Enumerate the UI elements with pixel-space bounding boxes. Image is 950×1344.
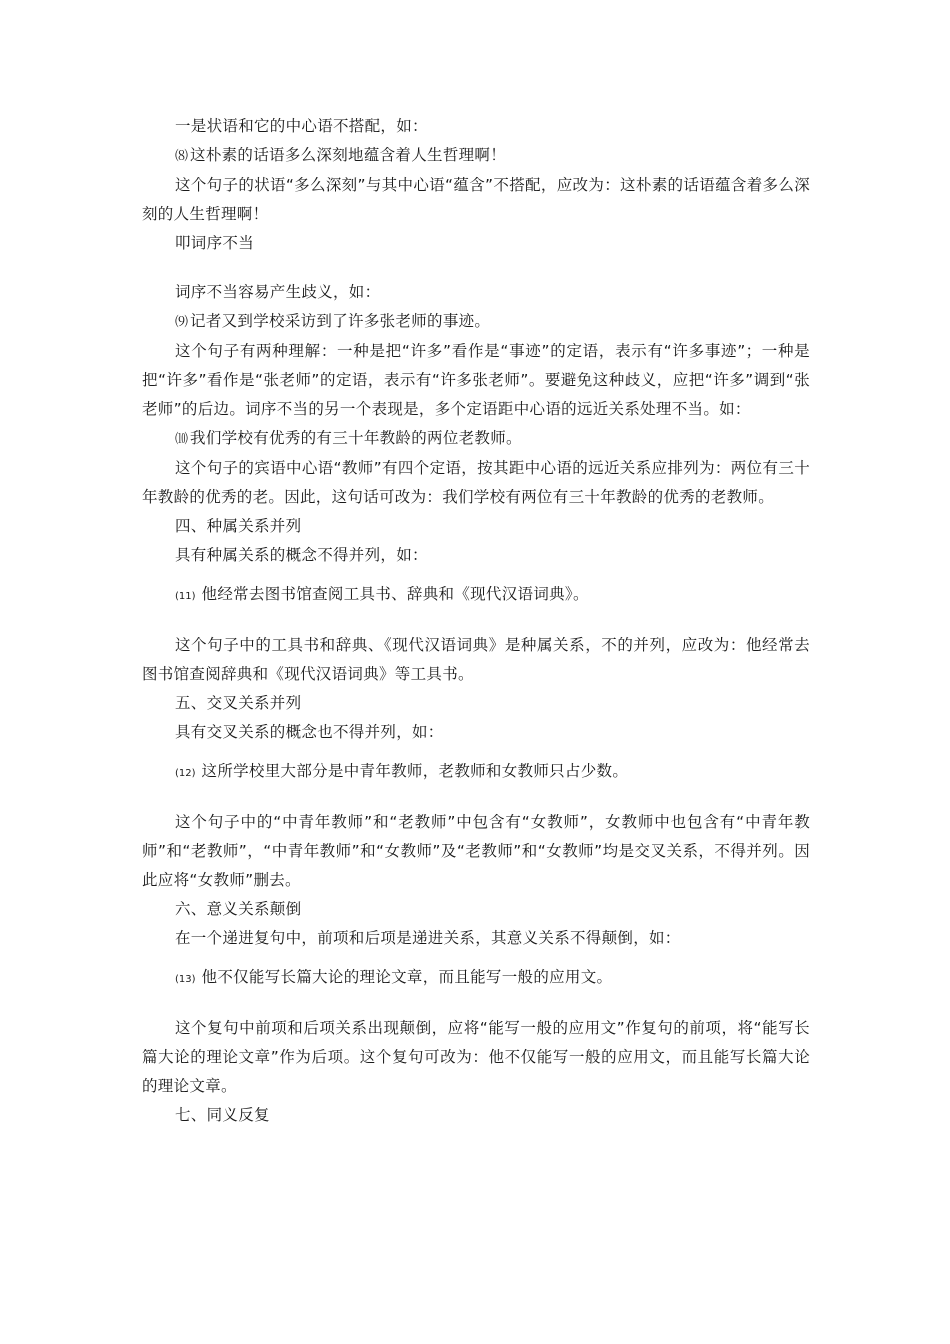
paragraph: 具有交叉关系的概念也不得并列，如： [175, 723, 444, 741]
example-text: 这所学校里大部分是中青年教师，老教师和女教师只占少数。 [201, 762, 629, 780]
example-sentence-10 [142, 424, 810, 454]
paragraph: 在一个递进复句中，前项和后项是递进关系，其意义关系不得颠倒，如： [175, 929, 681, 947]
section-heading-word-order: 叩词序不当 [175, 234, 255, 252]
spacer [142, 747, 810, 757]
section-heading-7: 七、同义反复 [175, 1106, 270, 1124]
example-number: (11) [175, 591, 196, 602]
paragraph: 这个句子的状语“多么深刻”与其中心语“蕴含”不搭配，应改为：这朴素的话语蕴含着多么深刻的人生哲理啊！ [142, 176, 810, 223]
example-number: ⑽ [175, 432, 189, 447]
example-text: 他不仅能写长篇大论的理论文章，而且能写一般的应用文。 [201, 968, 613, 986]
spacer [142, 611, 810, 631]
example-sentence-9 [142, 307, 810, 337]
example-number: ⑼ [175, 315, 189, 330]
paragraph: 这个句子的宾语中心语“教师”有四个定语，按其距中心语的远近关系应排列为：两位有三十年教龄的优秀的老。因此，这句话可改为：我们学校有两位有三十年教龄的优秀的老教师。 [142, 459, 810, 506]
spacer [142, 994, 810, 1014]
spacer [142, 788, 810, 808]
paragraph: 词序不当容易产生歧义，如： [175, 283, 381, 301]
example-number: (13) [175, 974, 196, 985]
spacer [142, 258, 810, 278]
spacer [142, 953, 810, 963]
example-number: ⑻ [175, 149, 189, 164]
paragraph: 一是状语和它的中心语不搭配，如： [175, 117, 428, 135]
example-text: 这朴素的话语多么深刻地蕴含着人生哲理啊！ [190, 146, 507, 164]
section-heading-6: 六、意义关系颠倒 [175, 900, 302, 918]
section-heading-4: 四、种属关系并列 [175, 517, 302, 535]
paragraph: 这个句子中的“中青年教师”和“老教师”中包含有“女教师”，女教师中也包含有“中青年教师”和“老教师”，“中青年教师”和“女教师”及“老教师”和“女教师”均是交叉关系，不得并列。因此应将“女教师”删去。 [142, 813, 810, 889]
example-sentence-12 [142, 757, 810, 788]
example-sentence-8 [142, 141, 810, 171]
paragraph: 这个句子有两种理解：一种是把“许多”看作是“事迹”的定语，表示有“许多事迹”；一种是把“许多”看作是“张老师”的定语，表示有“许多张老师”。要避免这种歧义，应把“许多”调到“张老师”的后边。词序不当的另一个表现是，多个定语距中心语的远近关系处理不当。如： [142, 342, 810, 418]
example-number: (12) [175, 768, 196, 779]
document-body [142, 112, 810, 1130]
example-sentence-13 [142, 963, 810, 994]
example-text: 他经常去图书馆查阅工具书、辞典和《现代汉语词典》。 [201, 585, 589, 603]
example-sentence-11 [142, 580, 810, 611]
section-heading-5: 五、交叉关系并列 [175, 694, 302, 712]
paragraph: 这个复句中前项和后项关系出现颠倒，应将“能写一般的应用文”作复句的前项，将“能写长篇大论的理论文章”作为后项。这个复句可改为：他不仅能写一般的应用文，而且能写长篇大论的理论文章。 [142, 1019, 810, 1095]
spacer [142, 570, 810, 580]
paragraph: 具有种属关系的概念不得并列，如： [175, 546, 428, 564]
paragraph: 这个句子中的工具书和辞典、《现代汉语词典》是种属关系，不的并列，应改为：他经常去图书馆查阅辞典和《现代汉语词典》等工具书。 [142, 636, 810, 683]
example-text: 我们学校有优秀的有三十年教龄的两位老教师。 [190, 429, 522, 447]
example-text: 记者又到学校采访到了许多张老师的事迹。 [190, 312, 491, 330]
